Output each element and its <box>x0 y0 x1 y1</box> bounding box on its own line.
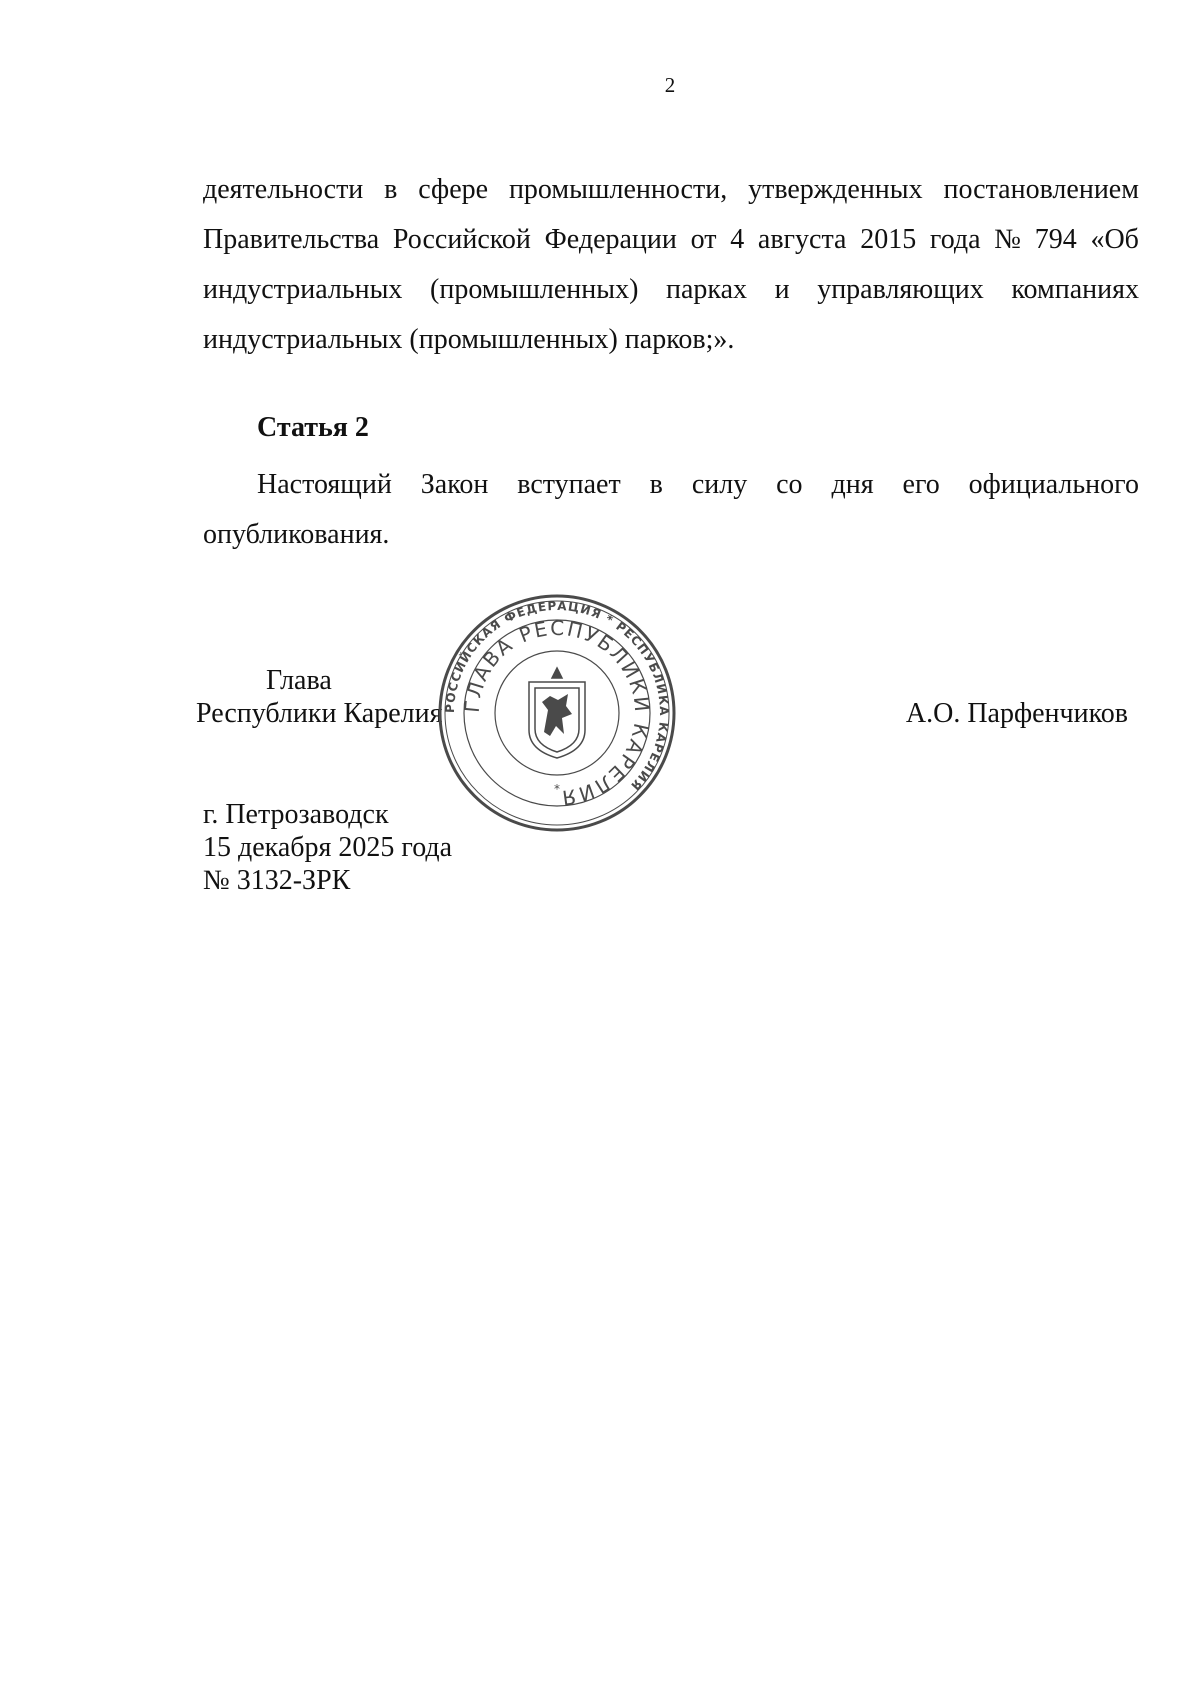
text-line <box>203 215 1139 265</box>
word: парках <box>665 274 748 305</box>
word: в <box>649 469 663 500</box>
word: 2015 <box>860 224 917 255</box>
word: утвержденных <box>748 174 923 205</box>
word: официального <box>968 469 1139 500</box>
word: августа <box>757 224 847 255</box>
word: 4 <box>730 224 745 255</box>
word: промышленности, <box>508 174 728 205</box>
word: Настоящий <box>257 469 392 500</box>
date: 15 декабря 2025 года <box>203 832 453 863</box>
official-seal <box>436 592 678 834</box>
word: (промышленных) <box>430 274 639 305</box>
word: от <box>690 224 717 255</box>
article-heading: Статья 2 <box>257 412 369 443</box>
signer-title-line-2: Республики Карелия <box>196 698 443 729</box>
text-line <box>203 265 1139 315</box>
word: 794 <box>1034 224 1077 255</box>
place: г. Петрозаводск <box>203 799 389 830</box>
article-paragraph <box>203 460 1139 560</box>
text-line <box>203 460 1139 510</box>
word: Федерации <box>544 224 677 255</box>
word: вступает <box>517 469 621 500</box>
word: управляющих <box>817 274 984 305</box>
place-date-block <box>203 798 452 897</box>
text-line: индустриальных (промышленных) парков;». <box>203 324 735 355</box>
seal-inner-text: ГЛАВА РЕСПУБЛИКИ КАРЕЛИЯ <box>459 615 655 811</box>
word: № <box>994 224 1022 255</box>
word: деятельности <box>203 174 364 205</box>
signer-name: А.О. Парфенчиков <box>905 698 1128 729</box>
word: со <box>776 469 803 500</box>
word: индустриальных <box>203 274 403 305</box>
word: постановлением <box>943 174 1139 205</box>
word: компаниях <box>1011 274 1139 305</box>
text-line: опубликования. <box>203 519 390 550</box>
word: дня <box>831 469 874 500</box>
seal-outer-text: РОССИЙСКАЯ ФЕДЕРАЦИЯ * РЕСПУБЛИКА КАРЕЛИЯ <box>442 598 672 794</box>
page-number: 2 <box>664 73 676 97</box>
word: сфере <box>418 174 489 205</box>
signer-title-line-1: Глава <box>266 665 332 696</box>
word: силу <box>691 469 748 500</box>
document-number: № 3132-ЗРК <box>203 865 351 896</box>
word: его <box>902 469 940 500</box>
word: в <box>384 174 398 205</box>
word: Закон <box>420 469 489 500</box>
word: Российской <box>392 224 531 255</box>
word: года <box>929 224 981 255</box>
svg-text:*: * <box>554 782 560 796</box>
text-line <box>203 165 1139 215</box>
word: и <box>774 274 790 305</box>
coat-of-arms-icon <box>529 668 585 758</box>
word: «Об <box>1090 224 1139 255</box>
word: Правительства <box>203 224 380 255</box>
paragraph-lead <box>203 165 1139 365</box>
